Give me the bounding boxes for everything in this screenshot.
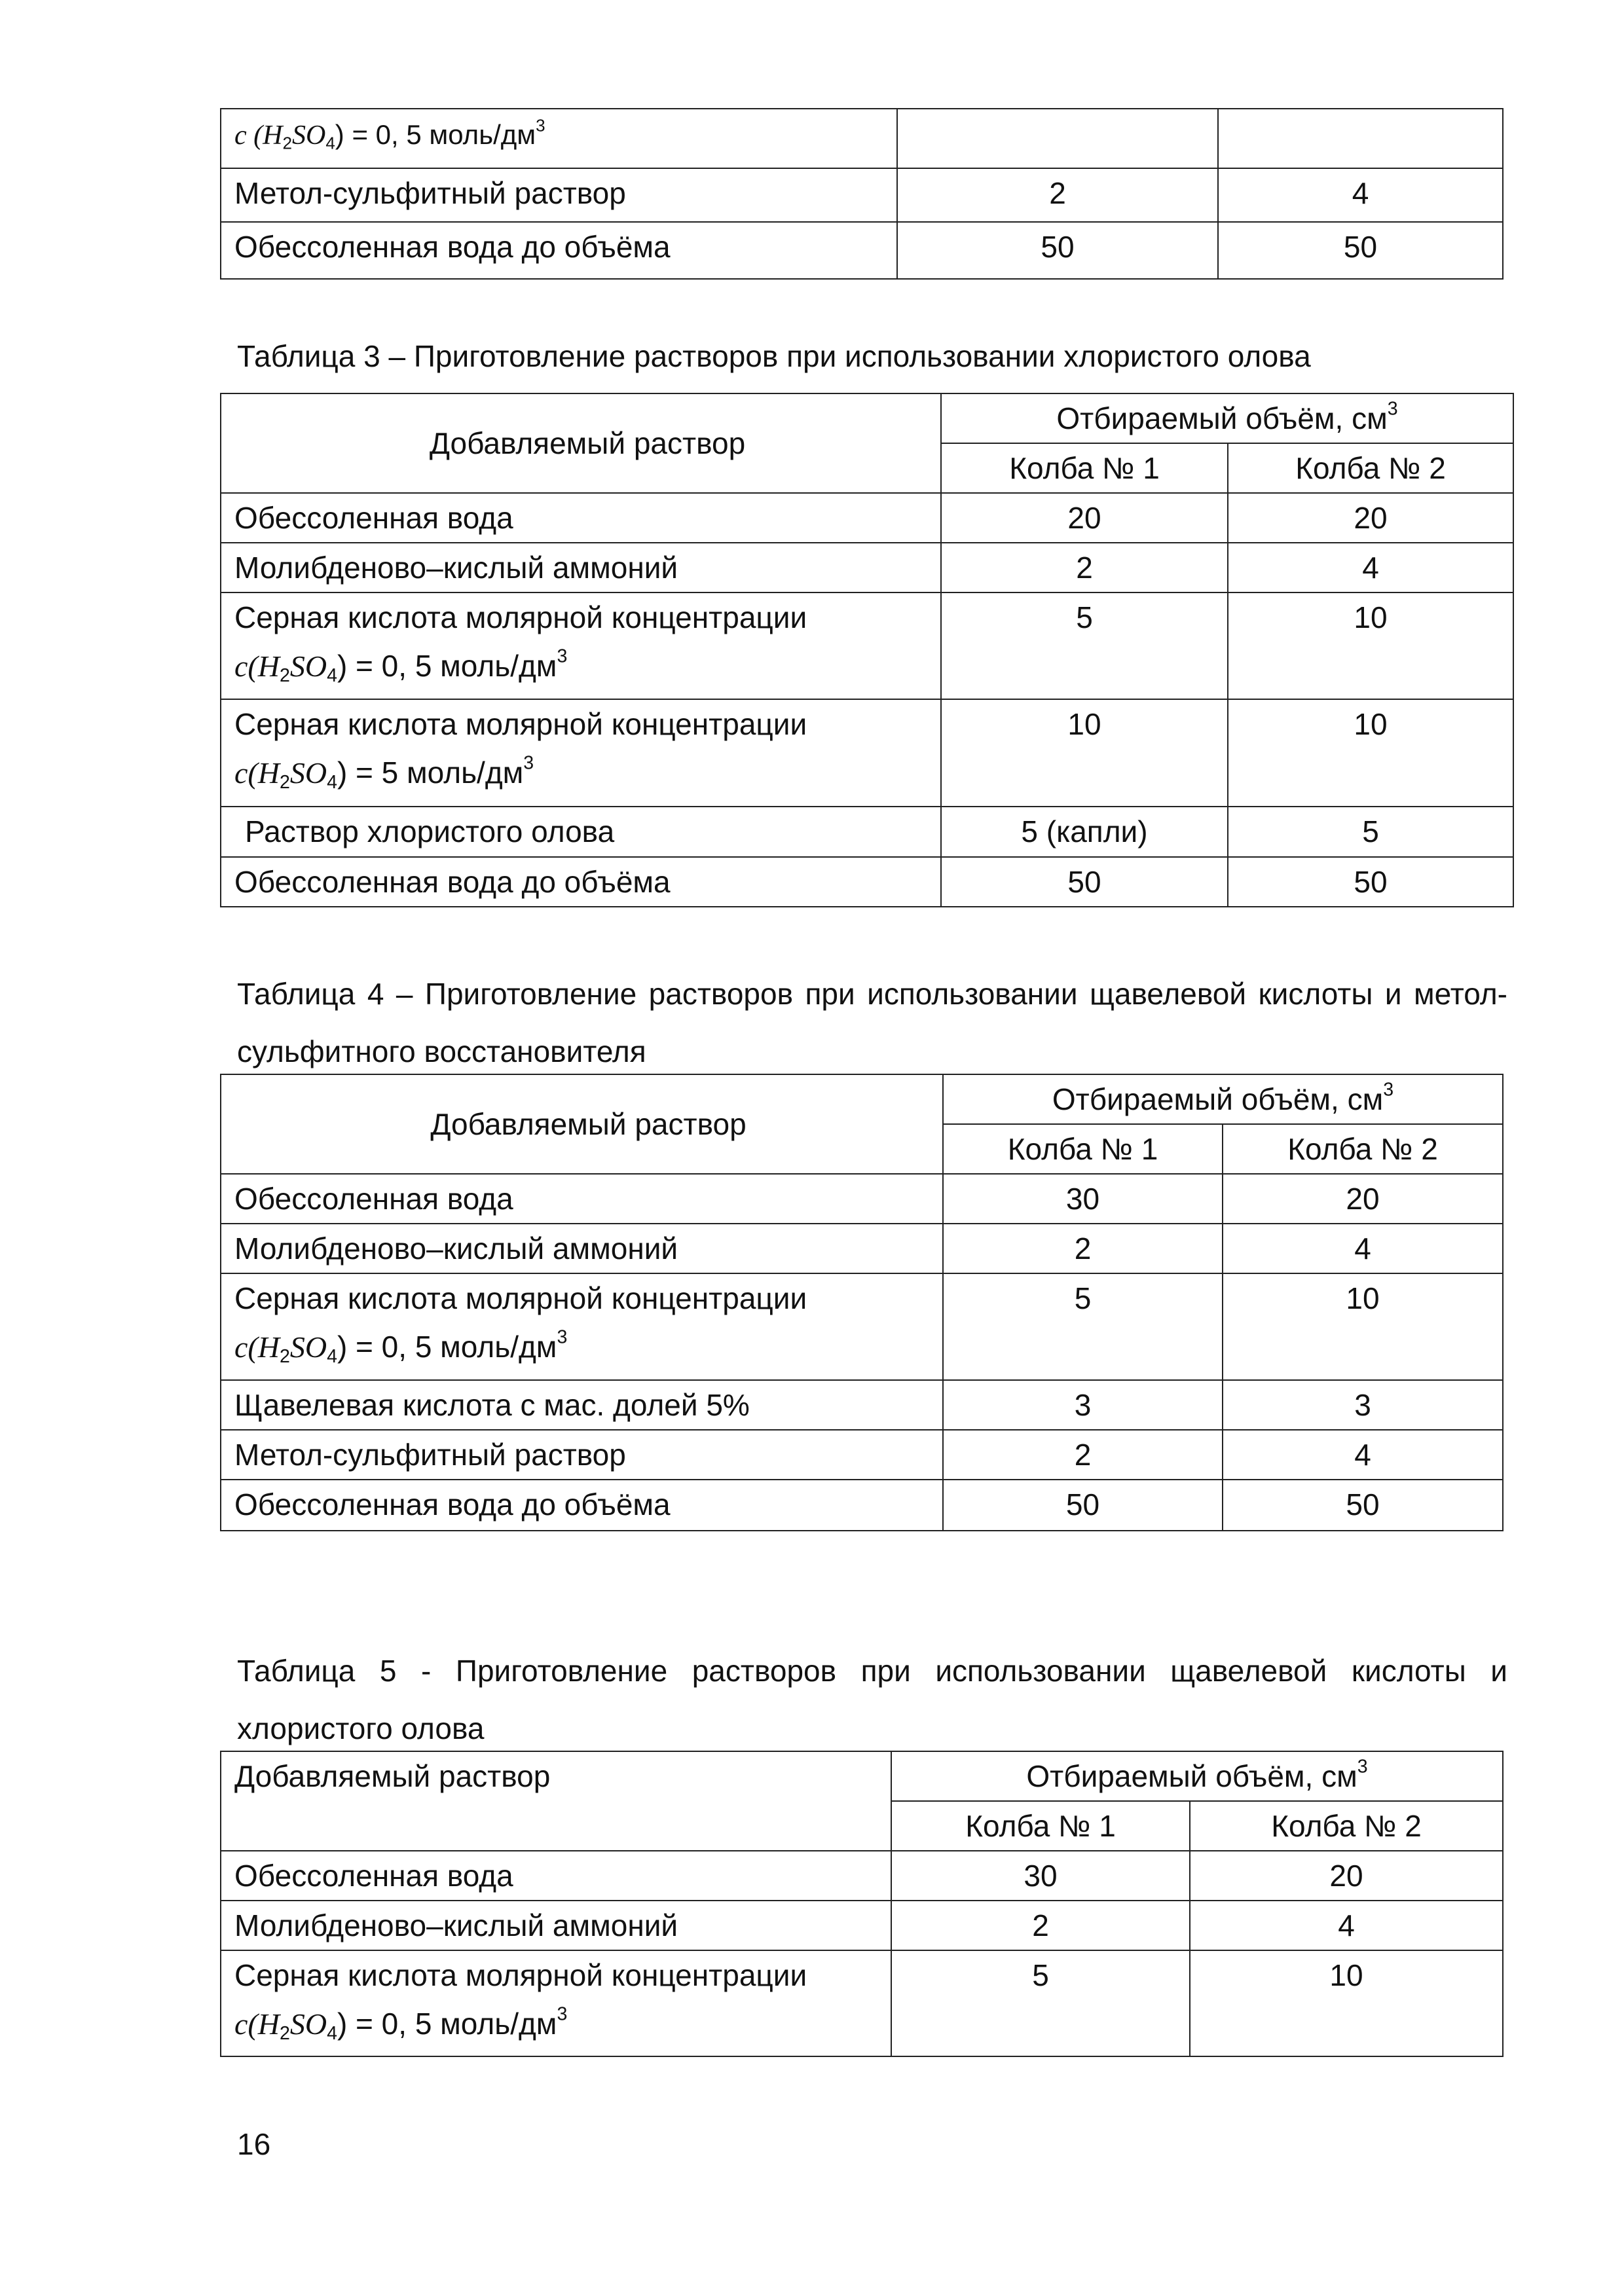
table-header-row bbox=[221, 1751, 1503, 1801]
header-flask2: Колба № 2 bbox=[1190, 1801, 1503, 1851]
table-row bbox=[221, 1851, 1503, 1901]
value-flask1 bbox=[897, 109, 1218, 168]
table4-caption: Таблица 4 – Приготовление растворов при использовании щавелевой кислоты и метол-сульфитного восстановителя bbox=[237, 977, 1507, 1068]
row-label-formula bbox=[221, 699, 941, 807]
formula-h: H bbox=[257, 1330, 280, 1364]
row-label: Обессоленная вода до объёма bbox=[221, 1480, 943, 1531]
row-label: Молибденово–кислый аммоний bbox=[221, 1224, 943, 1273]
table-row bbox=[221, 1950, 1503, 2056]
row-label: Серная кислота молярной концентрации bbox=[234, 1281, 807, 1315]
formula-so-sub: 4 bbox=[327, 2022, 337, 2044]
formula-h-sub: 2 bbox=[279, 771, 290, 793]
formula-prefix: c( bbox=[234, 649, 258, 683]
formula-line bbox=[234, 1999, 891, 2049]
table3 bbox=[220, 393, 1514, 907]
table-row bbox=[221, 1430, 1503, 1480]
header-flask1: Колба № 1 bbox=[941, 443, 1228, 493]
value-flask1: 30 bbox=[891, 1851, 1190, 1901]
formula-so-sub: 4 bbox=[327, 1345, 337, 1367]
value-flask1: 50 bbox=[897, 222, 1218, 279]
formula-h-sub: 2 bbox=[279, 665, 290, 686]
formula-rest: ) = 5 моль/дм bbox=[337, 756, 524, 790]
table-row bbox=[221, 222, 1503, 279]
value-flask1: 5 (капли) bbox=[941, 807, 1228, 857]
value-flask2: 3 bbox=[1223, 1380, 1503, 1430]
value-flask2: 4 bbox=[1223, 1224, 1503, 1273]
value-flask2: 4 bbox=[1228, 543, 1513, 592]
value-flask1: 10 bbox=[941, 699, 1228, 807]
header-volume bbox=[941, 393, 1513, 443]
row-label-formula bbox=[221, 1273, 943, 1380]
value-flask2: 20 bbox=[1228, 493, 1513, 543]
value-flask2: 5 bbox=[1228, 807, 1513, 857]
row-label: Раствор хлористого олова bbox=[221, 807, 941, 857]
formula-h-sub: 2 bbox=[282, 133, 292, 153]
formula-so: SO bbox=[289, 2007, 327, 2041]
header-added-solution: Добавляемый раствор bbox=[221, 1074, 943, 1174]
header-volume-sup: 3 bbox=[1357, 1756, 1368, 1777]
table5 bbox=[220, 1751, 1504, 2057]
page-number: 16 bbox=[237, 2127, 271, 2161]
table-row bbox=[221, 592, 1513, 699]
row-label: Метол-сульфитный раствор bbox=[221, 1430, 943, 1480]
value-flask1: 3 bbox=[943, 1380, 1223, 1430]
formula-prefix: c( bbox=[234, 1330, 258, 1364]
value-flask1: 5 bbox=[891, 1950, 1190, 2056]
formula-sup: 3 bbox=[557, 1326, 568, 1348]
formula-prefix: c( bbox=[234, 2007, 258, 2041]
row-label: Молибденово–кислый аммоний bbox=[221, 1901, 891, 1950]
value-flask1: 2 bbox=[943, 1430, 1223, 1480]
formula-so-sub: 4 bbox=[325, 133, 335, 153]
value-flask1: 5 bbox=[941, 592, 1228, 699]
formula-h: H bbox=[257, 2007, 280, 2041]
header-volume-sup: 3 bbox=[1387, 398, 1398, 420]
formula-h: H bbox=[263, 120, 283, 151]
formula-rest: ) = 0, 5 моль/дм bbox=[337, 1330, 557, 1364]
formula-line bbox=[234, 1322, 942, 1372]
value-flask1: 50 bbox=[941, 857, 1228, 907]
value-flask1: 2 bbox=[897, 168, 1218, 222]
value-flask2: 10 bbox=[1228, 699, 1513, 807]
table5-caption: Таблица 5 - Приготовление растворов при использовании щавелевой кислоты и хлористого олова bbox=[237, 1654, 1507, 1745]
table-row bbox=[221, 1273, 1503, 1380]
value-flask2: 10 bbox=[1223, 1273, 1503, 1380]
table-row bbox=[221, 807, 1513, 857]
value-flask1: 2 bbox=[943, 1224, 1223, 1273]
header-added-solution: Добавляемый раствор bbox=[221, 393, 941, 493]
formula-h: H bbox=[257, 756, 280, 790]
formula-prefix: c( bbox=[234, 756, 258, 790]
formula-rest: ) = 0, 5 моль/дм bbox=[337, 2007, 557, 2041]
value-flask1: 20 bbox=[941, 493, 1228, 543]
formula-so: SO bbox=[289, 1330, 327, 1364]
value-flask2: 10 bbox=[1228, 592, 1513, 699]
table-row bbox=[221, 493, 1513, 543]
table-row bbox=[221, 699, 1513, 807]
value-flask2: 4 bbox=[1223, 1430, 1503, 1480]
value-flask2 bbox=[1218, 109, 1503, 168]
formula-prefix: c ( bbox=[234, 120, 263, 151]
row-label: Метол-сульфитный раствор bbox=[221, 168, 897, 222]
row-label: Обессоленная вода до объёма bbox=[221, 857, 941, 907]
formula-sup: 3 bbox=[536, 115, 545, 136]
header-volume-text: Отбираемый объём, см bbox=[1026, 1759, 1357, 1793]
table-row bbox=[221, 857, 1513, 907]
value-flask1: 2 bbox=[891, 1901, 1190, 1950]
value-flask1: 30 bbox=[943, 1174, 1223, 1224]
table-header-row bbox=[221, 1074, 1503, 1124]
table-row bbox=[221, 543, 1513, 592]
row-label: Серная кислота молярной концентрации bbox=[234, 600, 807, 634]
formula-h-sub: 2 bbox=[279, 2022, 290, 2044]
header-volume-text: Отбираемый объём, см bbox=[1052, 1082, 1384, 1116]
header-volume-sup: 3 bbox=[1383, 1079, 1394, 1101]
formula-line bbox=[234, 748, 940, 797]
value-flask2: 50 bbox=[1228, 857, 1513, 907]
value-flask1: 2 bbox=[941, 543, 1228, 592]
row-label: Молибденово–кислый аммоний bbox=[221, 543, 941, 592]
formula-h: H bbox=[257, 649, 280, 683]
row-label: Обессоленная вода bbox=[221, 1851, 891, 1901]
row-label: Обессоленная вода bbox=[221, 493, 941, 543]
value-flask1: 5 bbox=[943, 1273, 1223, 1380]
formula-so-sub: 4 bbox=[327, 771, 337, 793]
header-flask2: Колба № 2 bbox=[1223, 1124, 1503, 1174]
formula-so-sub: 4 bbox=[327, 665, 337, 686]
table-row bbox=[221, 1380, 1503, 1430]
value-flask2: 10 bbox=[1190, 1950, 1503, 2056]
table-row bbox=[221, 1480, 1503, 1531]
header-flask1: Колба № 1 bbox=[943, 1124, 1223, 1174]
header-volume-text: Отбираемый объём, см bbox=[1056, 401, 1388, 435]
formula-cell bbox=[221, 109, 897, 168]
formula-line bbox=[234, 642, 940, 691]
continued-table bbox=[220, 108, 1504, 280]
value-flask1: 50 bbox=[943, 1480, 1223, 1531]
value-flask2: 50 bbox=[1223, 1480, 1503, 1531]
row-label: Щавелевая кислота с мас. долей 5% bbox=[221, 1380, 943, 1430]
value-flask2: 20 bbox=[1190, 1851, 1503, 1901]
value-flask2: 4 bbox=[1218, 168, 1503, 222]
table-row bbox=[221, 109, 1503, 168]
row-label-formula bbox=[221, 1950, 891, 2056]
table-row bbox=[221, 1901, 1503, 1950]
header-added-solution: Добавляемый раствор bbox=[221, 1751, 891, 1851]
header-flask1: Колба № 1 bbox=[891, 1801, 1190, 1851]
formula-so: SO bbox=[289, 756, 327, 790]
header-volume bbox=[943, 1074, 1503, 1124]
value-flask2: 20 bbox=[1223, 1174, 1503, 1224]
row-label: Обессоленная вода до объёма bbox=[221, 222, 897, 279]
row-label: Обессоленная вода bbox=[221, 1174, 943, 1224]
table-row bbox=[221, 168, 1503, 222]
formula-sup: 3 bbox=[557, 646, 568, 667]
formula-sup: 3 bbox=[523, 752, 534, 774]
row-label: Серная кислота молярной концентрации bbox=[234, 707, 807, 741]
formula-so: SO bbox=[291, 120, 326, 151]
row-label-formula bbox=[221, 592, 941, 699]
formula-h-sub: 2 bbox=[279, 1345, 290, 1367]
table-row bbox=[221, 1174, 1503, 1224]
header-flask2: Колба № 2 bbox=[1228, 443, 1513, 493]
formula-rest: ) = 0, 5 моль/дм bbox=[337, 649, 557, 683]
header-volume bbox=[891, 1751, 1503, 1801]
formula-sup: 3 bbox=[557, 2003, 568, 2025]
value-flask2: 50 bbox=[1218, 222, 1503, 279]
value-flask2: 4 bbox=[1190, 1901, 1503, 1950]
table3-caption: Таблица 3 – Приготовление растворов при использовании хлористого олова bbox=[237, 339, 1311, 373]
formula-so: SO bbox=[289, 649, 327, 683]
table-header-row bbox=[221, 393, 1513, 443]
table4 bbox=[220, 1074, 1504, 1531]
row-label: Серная кислота молярной концентрации bbox=[234, 1958, 807, 1992]
table-row bbox=[221, 1224, 1503, 1273]
formula-rest: ) = 0, 5 моль/дм bbox=[335, 119, 536, 150]
